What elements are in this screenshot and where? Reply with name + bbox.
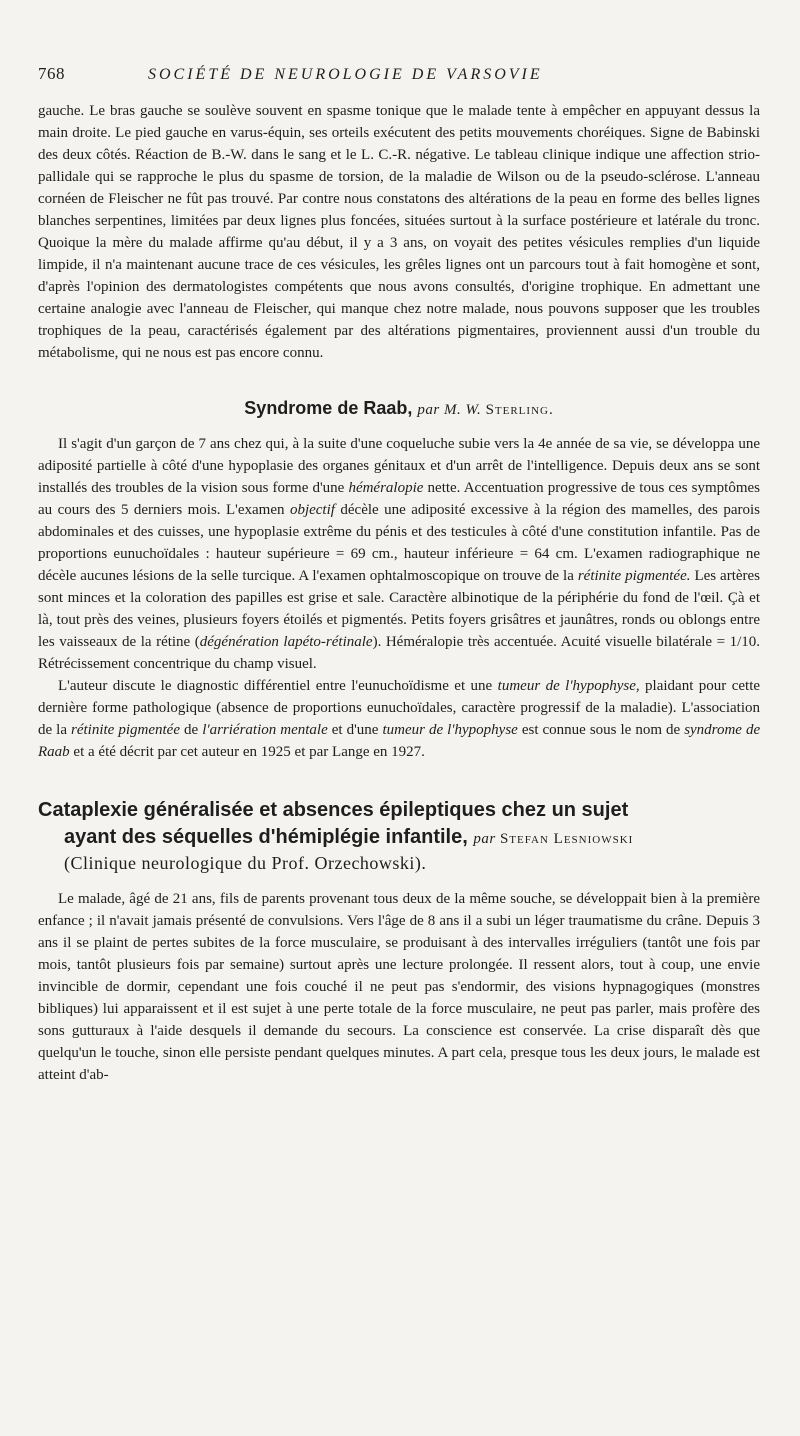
italic-run: l'arriération mentale (202, 722, 328, 738)
section3-affiliation: (Clinique neurologique du Prof. Orzechowski). (64, 853, 427, 873)
section3-title-line2: ayant des séquelles d'hémiplégie infantile, (64, 826, 468, 848)
section3-paragraph: Le malade, âgé de 21 ans, fils de parents provenant tous deux de la même souche, se développait bien à la première enfance ; il n'avait jamais présenté de convulsions. Vers l'âge de 8 ans il a subi un léger traumatisme du crâne. Depuis 3 ans il se plaint de pertes subites de la force musculaire, se produisant à des intervalles irréguliers (tantôt une fois par mois, tantôt plusieurs fois par semaine) surtout après une lecture prolongée. Il ressent alors, tout à coup, une envie invincible de dormir, cependant une fois couché il ne peut pas s'endormir, des visions hypnagogiques (monstres bibliques) lui apparaissent et il est sujet à une perte totale de la force musculaire, ne peut pas parler, mais profère des sons gutturaux à l'aide desquels il demande du secours. La conscience est conservée. La crise disparaît dès que quelqu'un le touche, sinon elle persiste pendant quelques minutes. A part cela, presque tous les deux jours, le malade est atteint d'ab- (38, 891, 760, 1083)
italic-run: objectif (289, 502, 335, 518)
text-run: est connue sous le nom de (521, 722, 681, 738)
italic-run: tumeur de l'hypophyse (382, 722, 518, 738)
text-run: et a été décrit par cet auteur en 1925 et par Lange en 1927. (73, 744, 425, 760)
section2-byline (417, 402, 553, 418)
running-title: SOCIÉTÉ DE NEUROLOGIE DE VARSOVIE (148, 66, 543, 83)
text-run: Il s'agit d'un garçon de 7 ans chez qui, à la suite d'une coqueluche subie vers la 4e année de sa vie, se développa une adiposité partielle à côté d'une hypoplasie des organes génitaux et d'un arrêt de l'intelligence. Depuis deux ans se sont installés des troubles de la vision sous forme d'une (38, 436, 760, 496)
section3-byline (473, 831, 633, 847)
section2-paragraph-2 (38, 675, 760, 763)
text-run: nette. Accentuation progressive de tous ces symptômes au cours des 5 derniers mois. L'examen (38, 480, 760, 518)
italic-run: syndrome de Raab (38, 722, 761, 760)
page-number: 768 (38, 64, 65, 83)
section2-author: Sterling. (485, 402, 554, 418)
italic-run: tumeur de l'hypophyse, (497, 678, 640, 694)
text-run: Les artères sont minces et la coloration des papilles est grise et sale. Caractère albinotique de la périphérie du fond de l'œil. Çà et là, tout près des veines, plusieurs foyers étoilés et pigmentés. Petits foyers grisâtres et jaunâtres, ronds ou oblongs entre les vaisseaux de la rétine ( (38, 568, 761, 650)
text-run: plaidant pour cette dernière forme pathologique (absence de proportions eunuchoïdales, caractère progressif de la maladie). L'association de la (38, 678, 761, 738)
byline-prefix: par M. W. (417, 402, 482, 418)
italic-run: héméralopie (348, 480, 424, 496)
page-header (38, 64, 760, 84)
italic-run: dégénération lapéto-rétinale (199, 634, 373, 650)
section2-paragraph-1 (38, 433, 760, 675)
text-run: décèle une adiposité excessive à la région des mamelles, des parois abdominales et des cuisses, une hypoplasie extrême du pénis et des testicules à côté d'une constitution infantile. Pas de proportions eunuchoïdales : hauteur supérieure = 69 cm., hauteur inférieure = 64 cm. L'examen radiographique ne décèle aucunes lésions de la selle turcique. A l'examen ophtalmoscopique on trouve de la (38, 502, 760, 584)
section3-title-line1: Cataplexie généralisée et absences épileptiques chez un sujet (38, 799, 629, 821)
text-run: de (184, 722, 199, 738)
text-run: ). Héméralopie très accentuée. Acuité visuelle bilatérale = 1/10. Rétrécissement concentrique du champ visuel. (38, 634, 761, 672)
section3-author: Stefan Lesniowski (499, 831, 634, 847)
section3-heading (38, 797, 760, 853)
section2-heading (38, 398, 760, 419)
italic-run: rétinite pigmentée (71, 722, 180, 738)
text-run: et d'une (331, 722, 379, 738)
italic-run: rétinite pigmentée. (577, 568, 691, 584)
section1-paragraph: gauche. Le bras gauche se soulève souvent en spasme tonique que le malade tente à empêcher en appuyant dessus la main droite. Le pied gauche en varus-équin, ses orteils exécutent des petits mouvements choréiques. Signe de Babinski des deux côtés. Réaction de B.-W. dans le sang et le L. C.-R. négative. Le tableau clinique indique une affection strio-pallidale qui se rapproche le plus du spasme de torsion, de la maladie de Wilson ou de la pseudo-sclérose. L'anneau cornéen de Fleischer ne fût pas trouvé. Par contre nous constatons des altérations de la peau en forme des belles lignes blanches serpentines, limitées par deux lignes plus foncées, situées surtout à la surface postérieure et latérale du tronc. Quoique la mère du malade affirme qu'au début, il y a 3 ans, on voyait des petites vésicules remplies d'un liquide limpide, il n'a maintenant aucune trace de ces vésicules, les grêles lignes ont un parcours tout à fait homogène et sont, d'après l'opinion des dermatologistes compétents que nous avons consultés, d'origine trophique. En admettant une certaine analogie avec l'anneau de Fleischer, qui manque chez notre malade, nous pouvons supposer que les troubles trophiques de la peau, caractérisés également par des altérations pigmentaires, proviennent aussi d'un trouble du métabolisme, qui ne nous est pas encore connu. (38, 103, 760, 361)
byline-prefix: par (473, 831, 496, 847)
section2-title: Syndrome de Raab, (244, 398, 413, 418)
section3-title-line2-wrap (38, 824, 760, 853)
text-run: L'auteur discute le diagnostic différentiel entre l'eunuchoïdisme et une (58, 678, 493, 694)
